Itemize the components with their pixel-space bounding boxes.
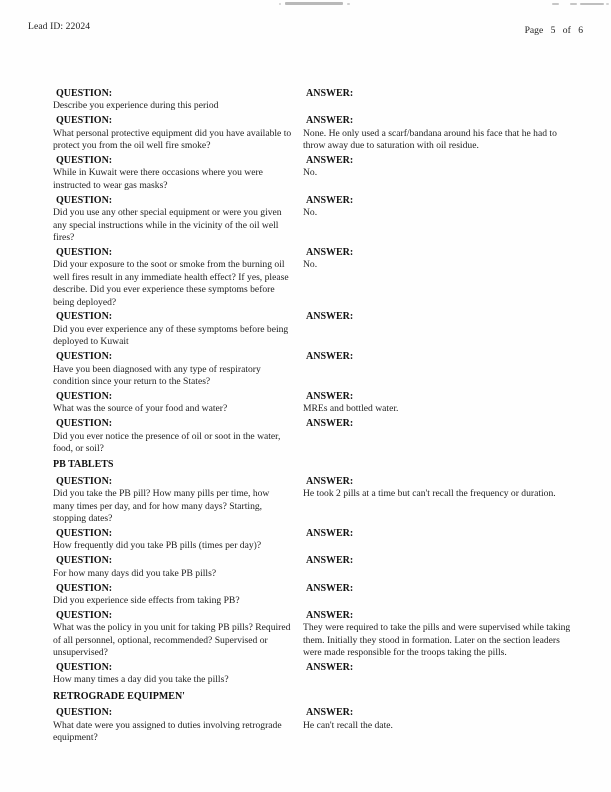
answer-label: ANSWER: bbox=[306, 155, 354, 167]
question-text: What was the source of your food and water? bbox=[53, 403, 228, 415]
question-column bbox=[53, 528, 303, 553]
qa-block bbox=[53, 195, 587, 245]
qa-block bbox=[53, 707, 587, 744]
question-column bbox=[53, 247, 303, 309]
question-label: QUESTION: bbox=[56, 609, 113, 621]
answer-label: ANSWER: bbox=[306, 88, 354, 99]
answer-label: ANSWER: bbox=[306, 311, 354, 323]
question-text: How many times a day did you take the pills? bbox=[53, 674, 229, 686]
question-column bbox=[53, 351, 303, 388]
question-label: QUESTION: bbox=[56, 351, 113, 363]
answer-text: No. bbox=[303, 207, 318, 219]
answer-column bbox=[303, 528, 587, 553]
answer-column bbox=[303, 610, 587, 660]
scan-artifact bbox=[552, 3, 559, 5]
question-column bbox=[53, 707, 303, 744]
question-column bbox=[53, 311, 303, 348]
qa-block bbox=[53, 418, 587, 455]
answer-text: They were required to take the pills and were supervised while taking them. Initially they stood in formation. Later on the section leaders were made responsible for the troops taking the pills. bbox=[303, 622, 571, 659]
question-label: QUESTION: bbox=[56, 390, 113, 402]
question-column bbox=[53, 476, 303, 526]
answer-text: He can't recall the date. bbox=[303, 719, 393, 731]
question-label: QUESTION: bbox=[56, 707, 113, 719]
question-text: Did your exposure to the soot or smoke from the burning oil well fires result in any immediate health effect? If yes, please describe. Did you ever experience these symptoms before being deployed? bbox=[53, 259, 289, 308]
question-text: Describe you experience during this period bbox=[53, 100, 219, 112]
answer-column bbox=[303, 583, 587, 608]
question-column bbox=[53, 391, 303, 416]
answer-column bbox=[303, 247, 587, 309]
question-label: QUESTION: bbox=[56, 475, 113, 487]
answer-column bbox=[303, 662, 587, 687]
question-label: QUESTION: bbox=[56, 194, 113, 206]
answer-column bbox=[303, 195, 587, 245]
question-label: QUESTION: bbox=[56, 115, 113, 127]
answer-label: ANSWER: bbox=[306, 582, 354, 594]
question-text: Did you experience side effects from taking PB? bbox=[53, 594, 240, 606]
question-column bbox=[53, 662, 303, 687]
scan-artifact bbox=[580, 3, 604, 5]
question-text: Did you ever notice the presence of oil or soot in the water, food, or soil? bbox=[53, 430, 281, 454]
question-label: QUESTION: bbox=[56, 418, 113, 430]
qa-block bbox=[53, 391, 587, 416]
qa-block bbox=[53, 351, 587, 388]
question-text: While in Kuwait were there occasions where you were instructed to wear gas masks? bbox=[53, 167, 263, 191]
answer-label: ANSWER: bbox=[306, 246, 354, 258]
scan-artifact bbox=[606, 3, 609, 5]
qa-block bbox=[53, 583, 587, 608]
question-column bbox=[53, 555, 303, 580]
answer-column bbox=[303, 115, 587, 152]
answer-label: ANSWER: bbox=[306, 418, 354, 430]
answer-column bbox=[303, 391, 587, 416]
question-label: QUESTION: bbox=[56, 661, 113, 673]
question-column bbox=[53, 418, 303, 455]
qa-block bbox=[53, 610, 587, 660]
qa-block bbox=[53, 88, 587, 113]
question-text: Have you been diagnosed with any type of respiratory condition since your return to the States? bbox=[53, 363, 261, 387]
qa-block bbox=[53, 476, 587, 526]
qa-block bbox=[53, 528, 587, 553]
scan-artifact bbox=[285, 2, 343, 5]
answer-label: ANSWER: bbox=[306, 194, 354, 206]
answer-label: ANSWER: bbox=[306, 527, 354, 539]
answer-column bbox=[303, 351, 587, 388]
question-column bbox=[53, 610, 303, 660]
qa-list bbox=[53, 88, 587, 747]
page-number: Page 5 of 6 bbox=[524, 25, 583, 36]
answer-label: ANSWER: bbox=[306, 115, 354, 127]
answer-text: No. bbox=[303, 259, 318, 271]
scan-artifact bbox=[279, 3, 281, 5]
question-label: QUESTION: bbox=[56, 311, 113, 323]
question-text: Did you use any other special equipment or were you given any special instructions while in the vicinity of the oil well fires? bbox=[53, 207, 282, 243]
qa-block bbox=[53, 662, 587, 687]
qa-block bbox=[53, 247, 587, 309]
question-text: Did you ever experience any of these symptoms before being deployed to Kuwait bbox=[53, 323, 289, 348]
scan-artifact bbox=[570, 3, 577, 5]
answer-label: ANSWER: bbox=[306, 390, 354, 402]
answer-label: ANSWER: bbox=[306, 609, 354, 621]
answer-column bbox=[303, 418, 587, 455]
question-text: What date were you assigned to duties involving retrograde equipment? bbox=[53, 719, 282, 743]
lead-id: Lead ID: 22024 bbox=[28, 21, 91, 32]
question-label: QUESTION: bbox=[56, 527, 113, 539]
answer-label: ANSWER: bbox=[306, 351, 354, 363]
question-text: What was the policy in you unit for taking PB pills? Required of all personnel, optional, recommended? Supervised or unsupervised? bbox=[53, 622, 291, 659]
answer-text: No. bbox=[303, 167, 318, 179]
qa-block bbox=[53, 155, 587, 192]
scan-artifact bbox=[347, 3, 350, 5]
question-column bbox=[53, 115, 303, 152]
answer-text: MREs and bottled water. bbox=[303, 403, 399, 415]
answer-label: ANSWER: bbox=[306, 661, 354, 673]
question-label: QUESTION: bbox=[56, 246, 113, 258]
answer-text: None. He only used a scarf/bandana around his face that he had to throw away due to saturation with oil residue. bbox=[303, 127, 557, 152]
answer-text: He took 2 pills at a time but can't recall the frequency or duration. bbox=[303, 488, 556, 500]
question-text: What personal protective equipment did you have available to protect you from the oil well fire smoke? bbox=[53, 127, 292, 152]
question-column bbox=[53, 155, 303, 192]
section-heading: RETROGRADE EQUIPMEN' bbox=[53, 690, 185, 702]
question-label: QUESTION: bbox=[56, 582, 113, 594]
section-heading: PB TABLETS bbox=[53, 459, 114, 471]
question-label: QUESTION: bbox=[56, 88, 113, 99]
question-column bbox=[53, 88, 303, 113]
qa-block bbox=[53, 555, 587, 580]
question-label: QUESTION: bbox=[56, 555, 113, 567]
answer-column bbox=[303, 476, 587, 526]
answer-column bbox=[303, 311, 587, 348]
question-text: For how many days did you take PB pills? bbox=[53, 567, 217, 579]
question-text: How frequently did you take PB pills (times per day)? bbox=[53, 540, 262, 552]
answer-label: ANSWER: bbox=[306, 555, 354, 567]
answer-label: ANSWER: bbox=[306, 475, 354, 487]
answer-column bbox=[303, 555, 587, 580]
question-column bbox=[53, 195, 303, 245]
question-text: Did you take the PB pill? How many pills per time, how many times per day, and for how many days? Starting, stopping dates? bbox=[53, 488, 270, 524]
answer-column bbox=[303, 155, 587, 192]
answer-column bbox=[303, 707, 587, 744]
qa-block bbox=[53, 311, 587, 348]
question-column bbox=[53, 583, 303, 608]
qa-block bbox=[53, 115, 587, 152]
answer-column bbox=[303, 88, 587, 113]
question-label: QUESTION: bbox=[56, 155, 113, 167]
answer-label: ANSWER: bbox=[306, 707, 354, 719]
